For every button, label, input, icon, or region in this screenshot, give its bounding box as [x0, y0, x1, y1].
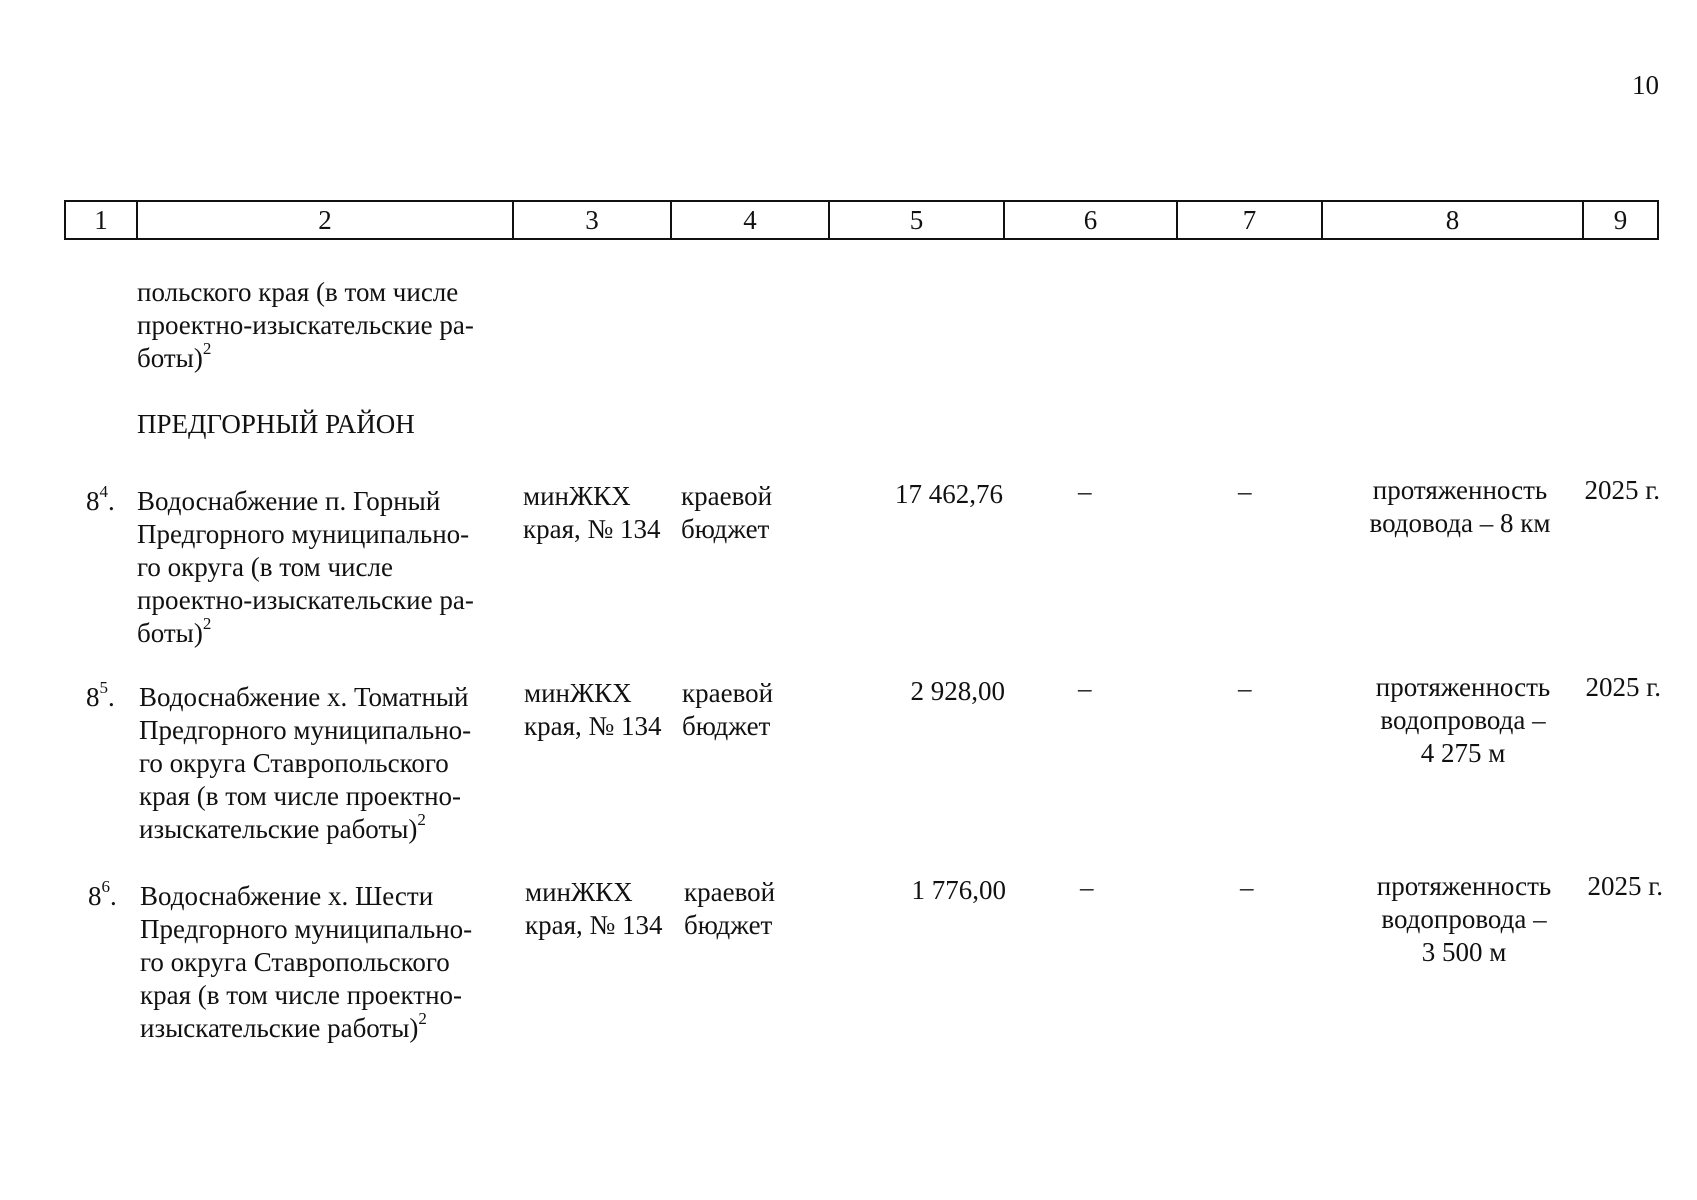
row-funding-source: краевой бюджет	[682, 678, 774, 741]
row-result: протяженность водопровода – 3 500 м	[1376, 871, 1552, 967]
footnote-marker: 2	[202, 614, 212, 633]
row-col7: –	[1238, 476, 1252, 506]
row-number: $8^4$.	[86, 482, 115, 516]
row-amount: 2 928,00	[910, 676, 1005, 706]
column-header-row	[65, 201, 1658, 239]
row-amount: 17 462,76	[895, 479, 1003, 509]
row-col6: –	[1078, 673, 1092, 703]
row-col7: –	[1238, 673, 1252, 703]
row-funding-source: краевой бюджет	[681, 481, 773, 544]
row-funding-source: краевой бюджет	[684, 877, 776, 940]
column-header-8: 8	[1322, 201, 1583, 239]
row-description: Водоснабжение х. Томатный Предгорного муниципально- го округа Ставропольского края (в том числе проектно- изыскательские работы)$^2$	[139, 682, 472, 844]
column-header-9: 9	[1583, 201, 1658, 239]
footnote-marker: 2	[202, 339, 212, 358]
row-year: 2025 г.	[1585, 672, 1661, 702]
column-header-1: 1	[65, 201, 137, 239]
column-header-6: 6	[1004, 201, 1177, 239]
continuation-line: боты)$^2$	[137, 339, 212, 373]
column-header-2: 2	[137, 201, 513, 239]
row-amount: 1 776,00	[911, 875, 1006, 905]
footnote-marker: 2	[418, 1009, 427, 1028]
row-year: 2025 г.	[1584, 475, 1660, 505]
row-customer: минЖКХ края, № 134	[525, 877, 663, 940]
column-header-table	[64, 200, 1659, 240]
row-customer: минЖКХ края, № 134	[523, 481, 661, 544]
row-customer: минЖКХ края, № 134	[524, 678, 662, 741]
row-number: $8^6$.	[88, 877, 117, 911]
row-result: протяженность водопровода – 4 275 м	[1375, 672, 1551, 768]
continuation-text	[137, 276, 502, 375]
continuation-line: польского края (в том числе	[137, 277, 459, 307]
page-number: 10	[1632, 70, 1659, 100]
row-col6: –	[1078, 476, 1092, 506]
footnote-marker: 2	[417, 810, 426, 829]
row-year: 2025 г.	[1587, 871, 1663, 901]
column-header-3: 3	[513, 201, 671, 239]
column-header-4: 4	[671, 201, 829, 239]
continuation-line: проектно-изыскательские ра-	[137, 310, 474, 340]
row-result: протяженность водовода – 8 км	[1369, 475, 1551, 538]
section-title: ПРЕДГОРНЫЙ РАЙОН	[137, 409, 415, 439]
row-col7: –	[1240, 872, 1254, 902]
row-description: Водоснабжение х. Шести Предгорного муниципально- го округа Ставропольского края (в том числе проектно- изыскательские работы)$^2$	[140, 881, 473, 1043]
row-col6: –	[1080, 872, 1094, 902]
row-number: $8^5$.	[86, 678, 115, 712]
row-description: Водоснабжение п. Горный Предгорного муниципально- го округа (в том числе проектно-изыскательские ра- боты)$^2$	[137, 486, 474, 648]
column-header-5: 5	[829, 201, 1004, 239]
column-header-7: 7	[1177, 201, 1322, 239]
